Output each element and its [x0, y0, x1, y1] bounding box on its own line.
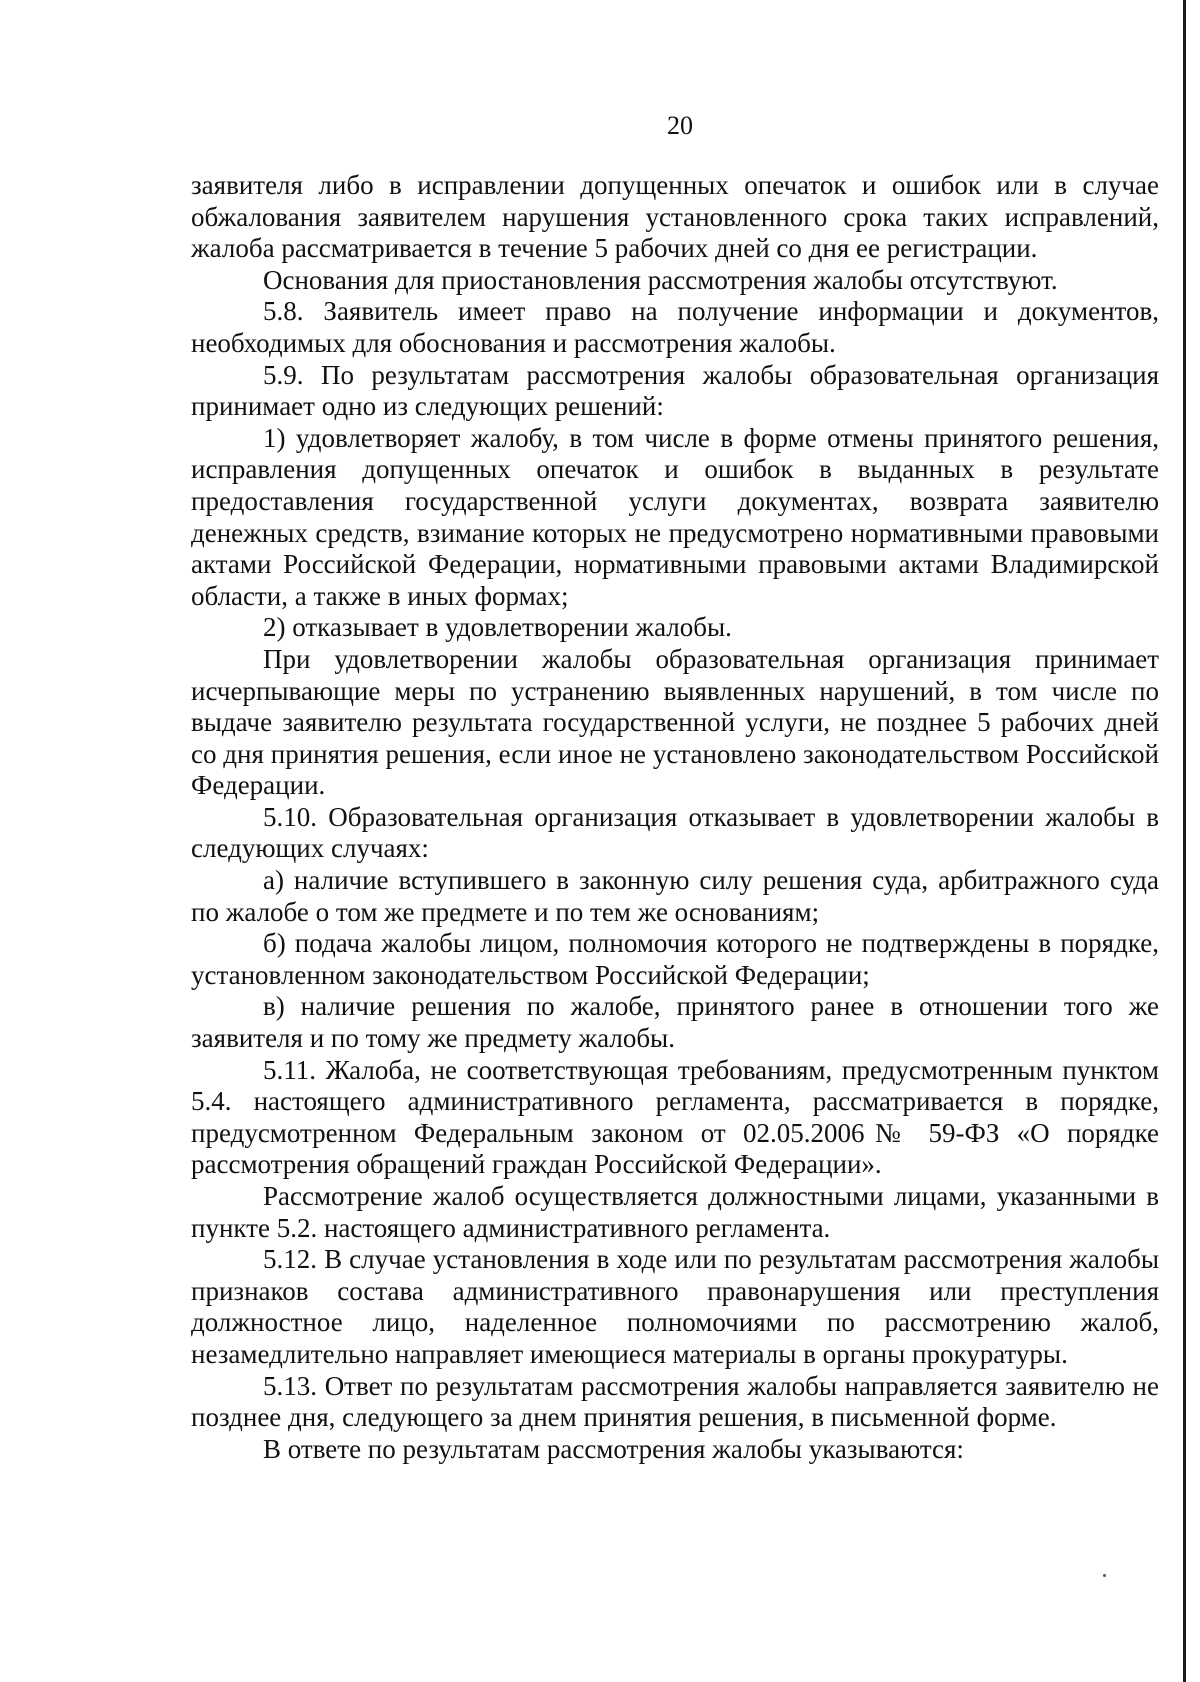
paragraph-5-10: 5.10. Образовательная организация отказывает в удовлетворении жалобы в следующих случаях: [191, 801, 1159, 864]
paragraph: При удовлетворении жалобы образовательная организация принимает исчерпывающие меры по устранению выявленных нарушений, в том числе по выдаче заявителю результата государственной услуги, не позднее 5 рабочих дней со дня принятия решения, если иное не установлено законодательством Российской Федерации. [191, 643, 1159, 801]
document-body [191, 170, 1159, 1465]
paragraph: Основания для приостановления рассмотрения жалобы отсутствуют. [263, 264, 1058, 295]
list-item-b: б) подача жалобы лицом, полномочия которого не подтверждены в порядке, установленном законодательством Российской Федерации; [191, 928, 1159, 990]
paragraph: заявителя либо в исправлении допущенных опечаток и ошибок или в случае обжалования заявителем нарушения установленного срока таких исправлений, жалоба рассматривается в течение 5 рабочих дней со дня ее регистрации. [191, 170, 1159, 264]
list-item-1: 1) удовлетворяет жалобу, в том числе в форме отмены принятого решения, исправления допущенных опечаток и ошибок в выданных в результате предоставления государственной услуги документах, возврата заявителю денежных средств, взимание которых не предусмотрено нормативными правовыми актами Российской Федерации, нормативными правовыми актами Владимирской области, а также в иных формах; [191, 422, 1159, 611]
page-number: 20 [667, 111, 693, 140]
paragraph-5-11: 5.11. Жалоба, не соответствующая требованиям, предусмотренным пунктом 5.4. настоящего административного регламента, рассматривается в порядке, предусмотренном Федеральным законом от 02.05.2006№ 59-ФЗ «О порядке рассмотрения обращений граждан Российской Федерации». [191, 1054, 1159, 1180]
paragraph-5-12: 5.12. В случае установления в ходе или по результатам рассмотрения жалобы признаков состава административного правонарушения или преступления должностное лицо, наделенное полномочиями по рассмотрению жалоб, незамедлительно направляет имеющиеся материалы в органы прокуратуры. [191, 1244, 1159, 1369]
list-item-a: а) наличие вступившего в законную силу решения суда, арбитражного суда по жалобе о том же предмете и по тем же основаниям; [191, 865, 1159, 927]
list-item-v: в) наличие решения по жалобе, принятого ранее в отношении того же заявителя и по тому же предмету жалобы. [191, 991, 1159, 1054]
paragraph-5-9: 5.9. По результатам рассмотрения жалобы образовательная организация принимает одно из следующих решений: [191, 359, 1159, 422]
paragraph: Рассмотрение жалоб осуществляется должностными лицами, указанными в пункте 5.2. настоящего административного регламента. [191, 1181, 1159, 1243]
paragraph-5-13: 5.13. Ответ по результатам рассмотрения жалобы направляется заявителю не позднее дня, следующего за днем принятия решения, в письменной форме. [191, 1370, 1159, 1433]
scan-speck [1103, 1574, 1106, 1577]
page-edge-line [1183, 0, 1186, 1682]
paragraph-5-8: 5.8. Заявитель имеет право на получение информации и документов, необходимых для обоснования и рассмотрения жалобы. [191, 296, 1159, 358]
list-item-2: 2) отказывает в удовлетворении жалобы. [263, 612, 732, 643]
paragraph: В ответе по результатам рассмотрения жалобы указываются: [263, 1433, 964, 1464]
